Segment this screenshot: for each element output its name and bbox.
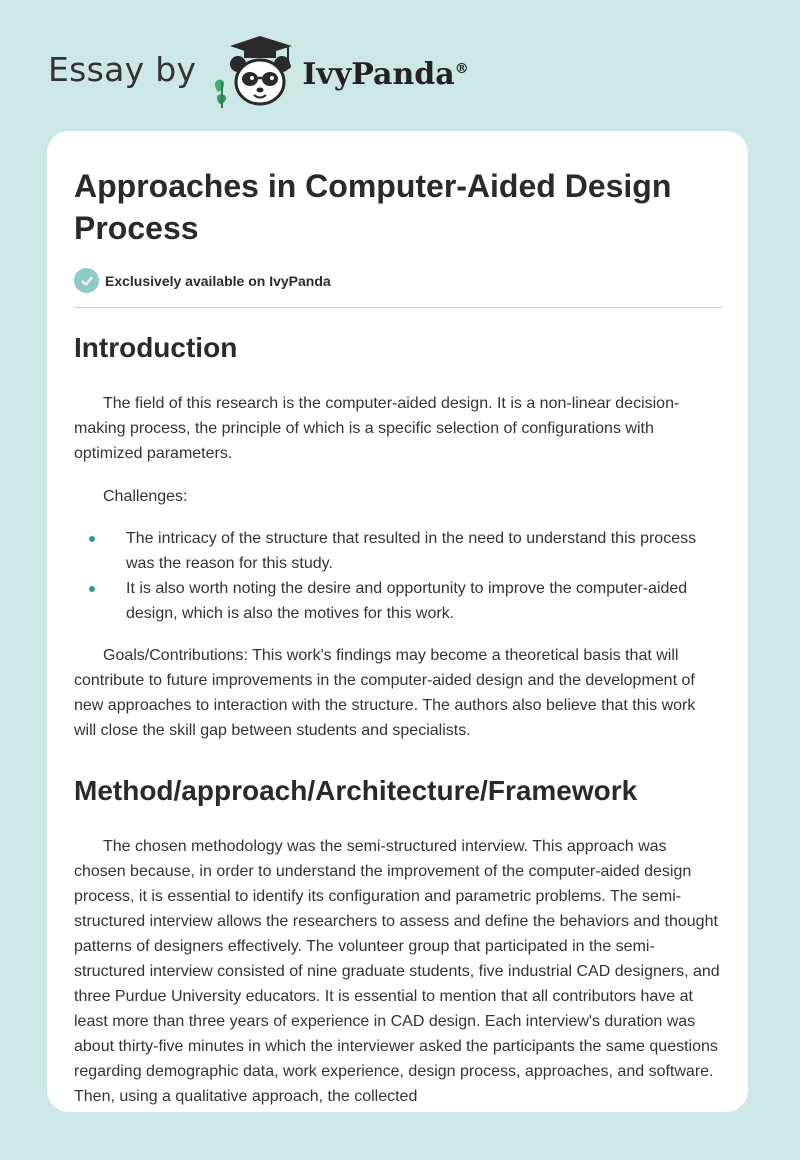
challenges-label: Challenges:	[103, 488, 188, 505]
brand-name[interactable]: IvyPanda®	[302, 56, 469, 92]
list-item: The intricacy of the structure that resulted in the need to understand this process was the reason for this study.	[74, 526, 722, 576]
badge-text: Exclusively available on IvyPanda	[105, 272, 331, 289]
section-heading-introduction: Introduction	[74, 332, 238, 363]
panda-logo-icon[interactable]	[208, 34, 300, 110]
brand-prefix: Essay by	[48, 49, 197, 89]
essay-card	[47, 131, 748, 1112]
exclusive-badge	[74, 268, 722, 308]
goals-paragraph: Goals/Contributions: This work's findings may become a theoretical basis that will contribute to future improvements in the computer-aided design and the development of new approaches to interaction with the structure. The authors also believe that this work will close the skill gap between students and specialists.	[74, 647, 696, 739]
bullet-icon	[89, 586, 95, 592]
brand-header	[48, 34, 469, 110]
page-title: Approaches in Computer-Aided Design Process	[74, 168, 672, 246]
bullet-icon	[89, 536, 95, 542]
method-paragraph: The chosen methodology was the semi-structured interview. This approach was chosen because, in order to understand the improvement of the computer-aided design process, it is essential to identify its configuration and parametric problems. The semi-structured interview allows the researchers to assess and define the behaviors and thought patterns of designers effectively. The volunteer group that participated in the semi-structured interview consisted of nine graduate students, five industrial CAD designers, and three Purdue University educators. It is essential to mention that all contributors have at least more than three years of experience in CAD design. Each interview's duration was about thirty-five minutes in which the interviewer asked the participants the same questions regarding demographic data, work experience, design process, approaches, and software. Then, using a qualitative approach, the collected	[74, 838, 720, 1105]
intro-paragraph: The field of this research is the computer-aided design. It is a non-linear decision-making process, the principle of which is a specific selection of configurations with optimized parameters.	[74, 395, 680, 462]
section-heading-method: Method/approach/Architecture/Framework	[74, 775, 638, 806]
check-circle-icon	[74, 268, 99, 293]
list-item: It is also worth noting the desire and opportunity to improve the computer-aided design, which is also the motives for this work.	[74, 576, 722, 626]
registered-mark: ®	[454, 60, 469, 77]
challenges-list	[74, 526, 722, 626]
